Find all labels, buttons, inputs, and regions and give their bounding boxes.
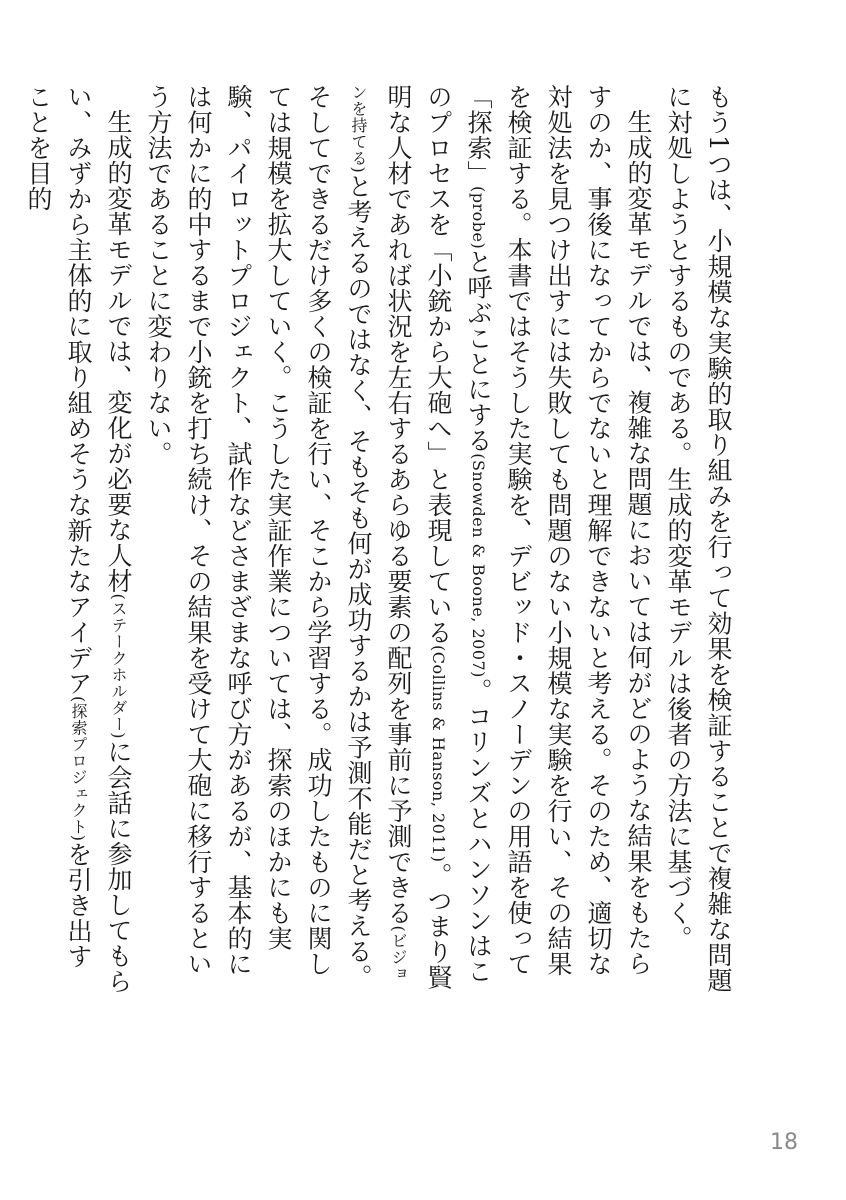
text-run: を引き出すことを目的 [24,84,93,969]
text-run: と考えるのではなく、そもそも何が成功するかは予測不能だと考える。そしてできるだけ多くの検証を行い、そこから学習する。成功したものに関しては規模を拡大していく。こうした実証作業については、探索のほかにも実験、パイロットプロジェクト、試作などさまざまな呼び方があるが、基本的には何かに的中するまで小銃を打ち続け、その結果を受けて大砲に移行するという方法であることに変わりない。 [144,84,373,990]
text-run: に会話に参加してもらい、みずから主体的に取り組めそうな新たなアイデア [64,84,133,994]
inline-note: (探索プロジェクト) [69,696,88,842]
inline-note: (ビジョンを持てる) [349,84,408,982]
text-run: 生成的変革モデルでは、変化が必要な人材 [104,109,133,594]
text-run: 。つまり賢明な人材であれば状況を左右するあらゆる要素の配列を事前に予測できる [384,84,453,990]
inline-note: (Collins & Hanson, 2011) [429,645,448,863]
text-run: 生成的変革モデルでは、複雑な問題においては何がどのような結果をもたらすのか、事後になってからでないと理解できないと考える。そのため、適切な対処法を見つけ出すには失敗しても問題のない小規模な実験を行い、その結果を検証する。本書ではそうした実験を、デビッド・スノーデンの用語を使って「探索」 [464,84,653,977]
inline-note: (ステークホルダー) [109,593,128,739]
paragraph [18,84,138,994]
paragraph [658,84,738,994]
inline-note: (Snowden & Boone, 2007) [469,453,488,678]
text-run: と呼ぶことにする [464,249,493,454]
text-run: 。コリンズとハンソンはこのプロセスを「小銃から大砲へ」と表現している [424,84,493,984]
paragraph [138,84,658,994]
inline-note: (probe) [469,186,488,250]
text-run: もう1つは、小規模な実験的取り組みを行って効果を検証することで複雑な問題に対処しようとするものである。生成的変革モデルは後者の方法に基づく。 [664,84,733,993]
body-text [24,84,738,994]
page-number: 18 [770,1130,798,1155]
